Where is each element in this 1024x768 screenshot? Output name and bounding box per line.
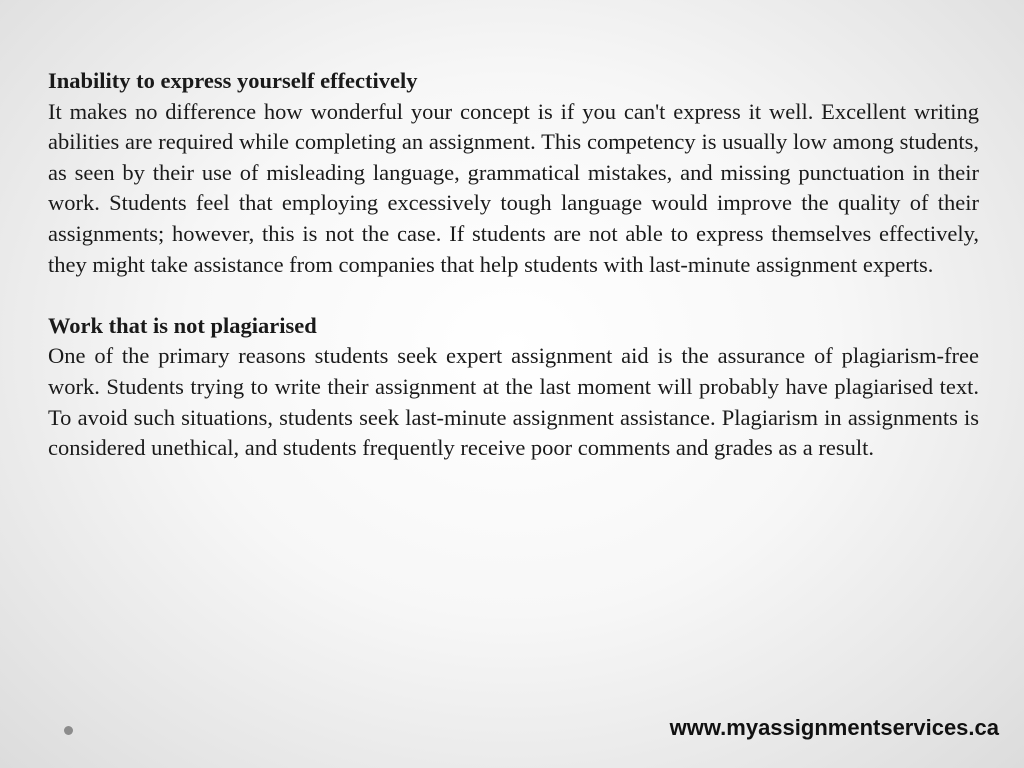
section-expression bbox=[48, 66, 979, 280]
section-body: It makes no difference how wonderful your concept is if you can't express it well. Excellent writing abilities are required while completing an assignment. This competency is usually low among students, as seen by their use of misleading language, grammatical mistakes, and missing punctuation in their work. Students feel that employing excessively tough language would improve the quality of their assignments; however, this is not the case. If students are not able to express themselves effectively, they might take assistance from companies that help students with last-minute assignment experts. bbox=[48, 98, 979, 277]
slide-content bbox=[48, 66, 979, 464]
section-heading: Inability to express yourself effectively bbox=[48, 68, 418, 93]
footer-website-link[interactable]: www.myassignmentservices.ca bbox=[669, 715, 999, 740]
section-plagiarism bbox=[48, 311, 979, 464]
bullet-dot-icon bbox=[64, 726, 73, 735]
section-body: One of the primary reasons students seek expert assignment aid is the assurance of plagiarism-free work. Students trying to write their assignment at the last moment will probably have plagiarised text. To avoid such situations, students seek last-minute assignment assistance. Plagiarism in assignments is considered unethical, and students frequently receive poor comments and grades as a result. bbox=[48, 343, 979, 461]
section-heading: Work that is not plagiarised bbox=[48, 312, 317, 338]
